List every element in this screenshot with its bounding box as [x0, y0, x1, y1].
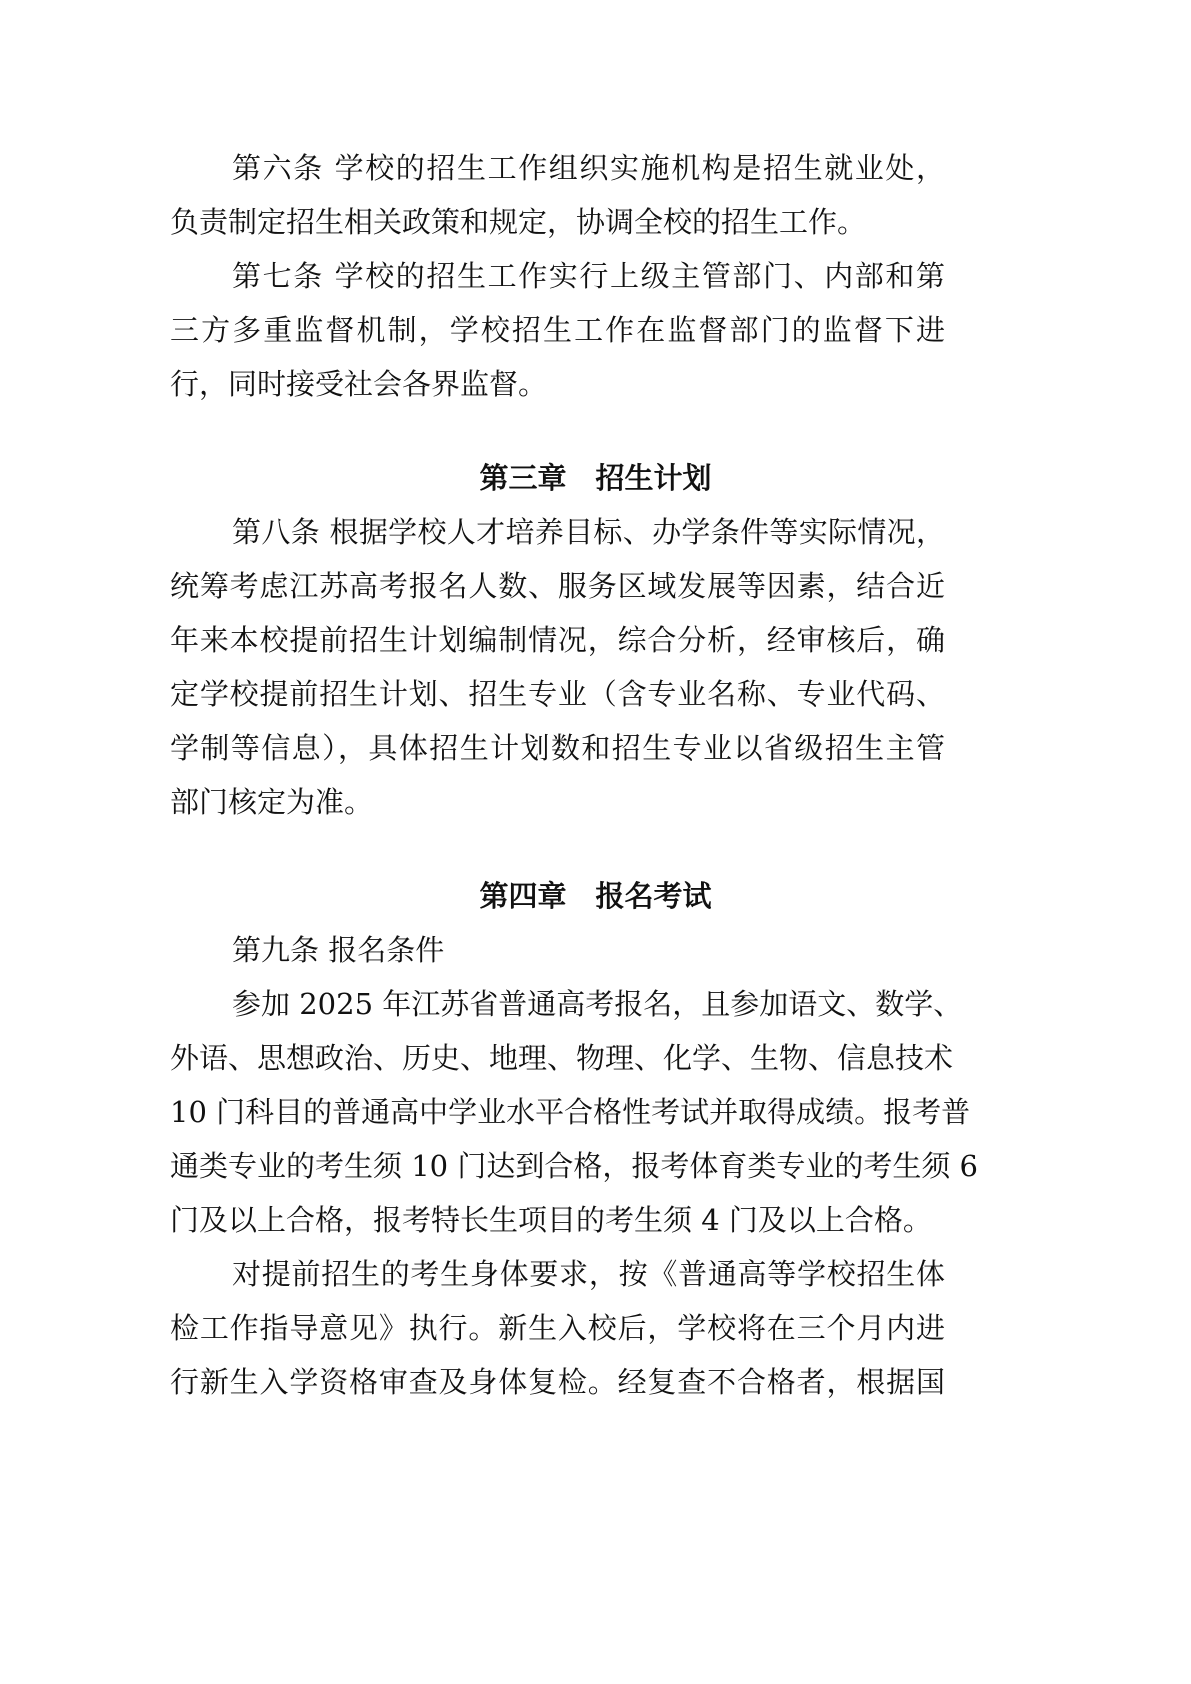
article-7-line-1: 第七条 学校的招生工作实行上级主管部门、内部和第	[232, 259, 945, 293]
article-9-para1-line-5: 门及以上合格，报考特长生项目的考生须 4 门及以上合格。	[170, 1203, 932, 1237]
article-8-line-1: 第八条 根据学校人才培养目标、办学条件等实际情况，	[232, 515, 945, 549]
article-9-heading: 第九条 报名条件	[232, 933, 445, 967]
chapter-4-title: 第四章 报名考试	[479, 879, 712, 913]
article-8-line-4: 定学校提前招生计划、招生专业（含专业名称、专业代码、	[170, 677, 945, 711]
article-9-para2-line-2: 检工作指导意见》执行。新生入校后，学校将在三个月内进	[170, 1311, 945, 1345]
article-6-line-1: 第六条 学校的招生工作组织实施机构是招生就业处，	[232, 151, 945, 185]
article-8-line-5: 学制等信息），具体招生计划数和招生专业以省级招生主管	[170, 731, 945, 765]
article-9-para1-line-2: 外语、思想政治、历史、地理、物理、化学、生物、信息技术	[170, 1041, 954, 1075]
chapter-3-title: 第三章 招生计划	[479, 461, 712, 495]
article-8-line-3: 年来本校提前招生计划编制情况，综合分析，经审核后，确	[170, 623, 945, 657]
article-9-para1-line-4: 通类专业的考生须 10 门达到合格，报考体育类专业的考生须 6	[170, 1149, 979, 1183]
article-6-line-2: 负责制定招生相关政策和规定，协调全校的招生工作。	[170, 205, 867, 239]
article-9-para1-line-3: 10 门科目的普通高中学业水平合格性考试并取得成绩。报考普	[170, 1095, 971, 1129]
article-8-line-6: 部门核定为准。	[170, 785, 374, 819]
article-7-line-3: 行，同时接受社会各界监督。	[170, 367, 548, 401]
article-9-para1-line-1: 参加 2025 年江苏省普通高考报名，且参加语文、数学、	[232, 987, 963, 1021]
article-7-line-2: 三方多重监督机制，学校招生工作在监督部门的监督下进	[170, 313, 945, 347]
article-9-para2-line-1: 对提前招生的考生身体要求，按《普通高等学校招生体	[232, 1257, 945, 1291]
article-9-para2-line-3: 行新生入学资格审查及身体复检。经复查不合格者，根据国	[170, 1365, 945, 1399]
article-8-line-2: 统筹考虑江苏高考报名人数、服务区域发展等因素，结合近	[170, 569, 945, 603]
